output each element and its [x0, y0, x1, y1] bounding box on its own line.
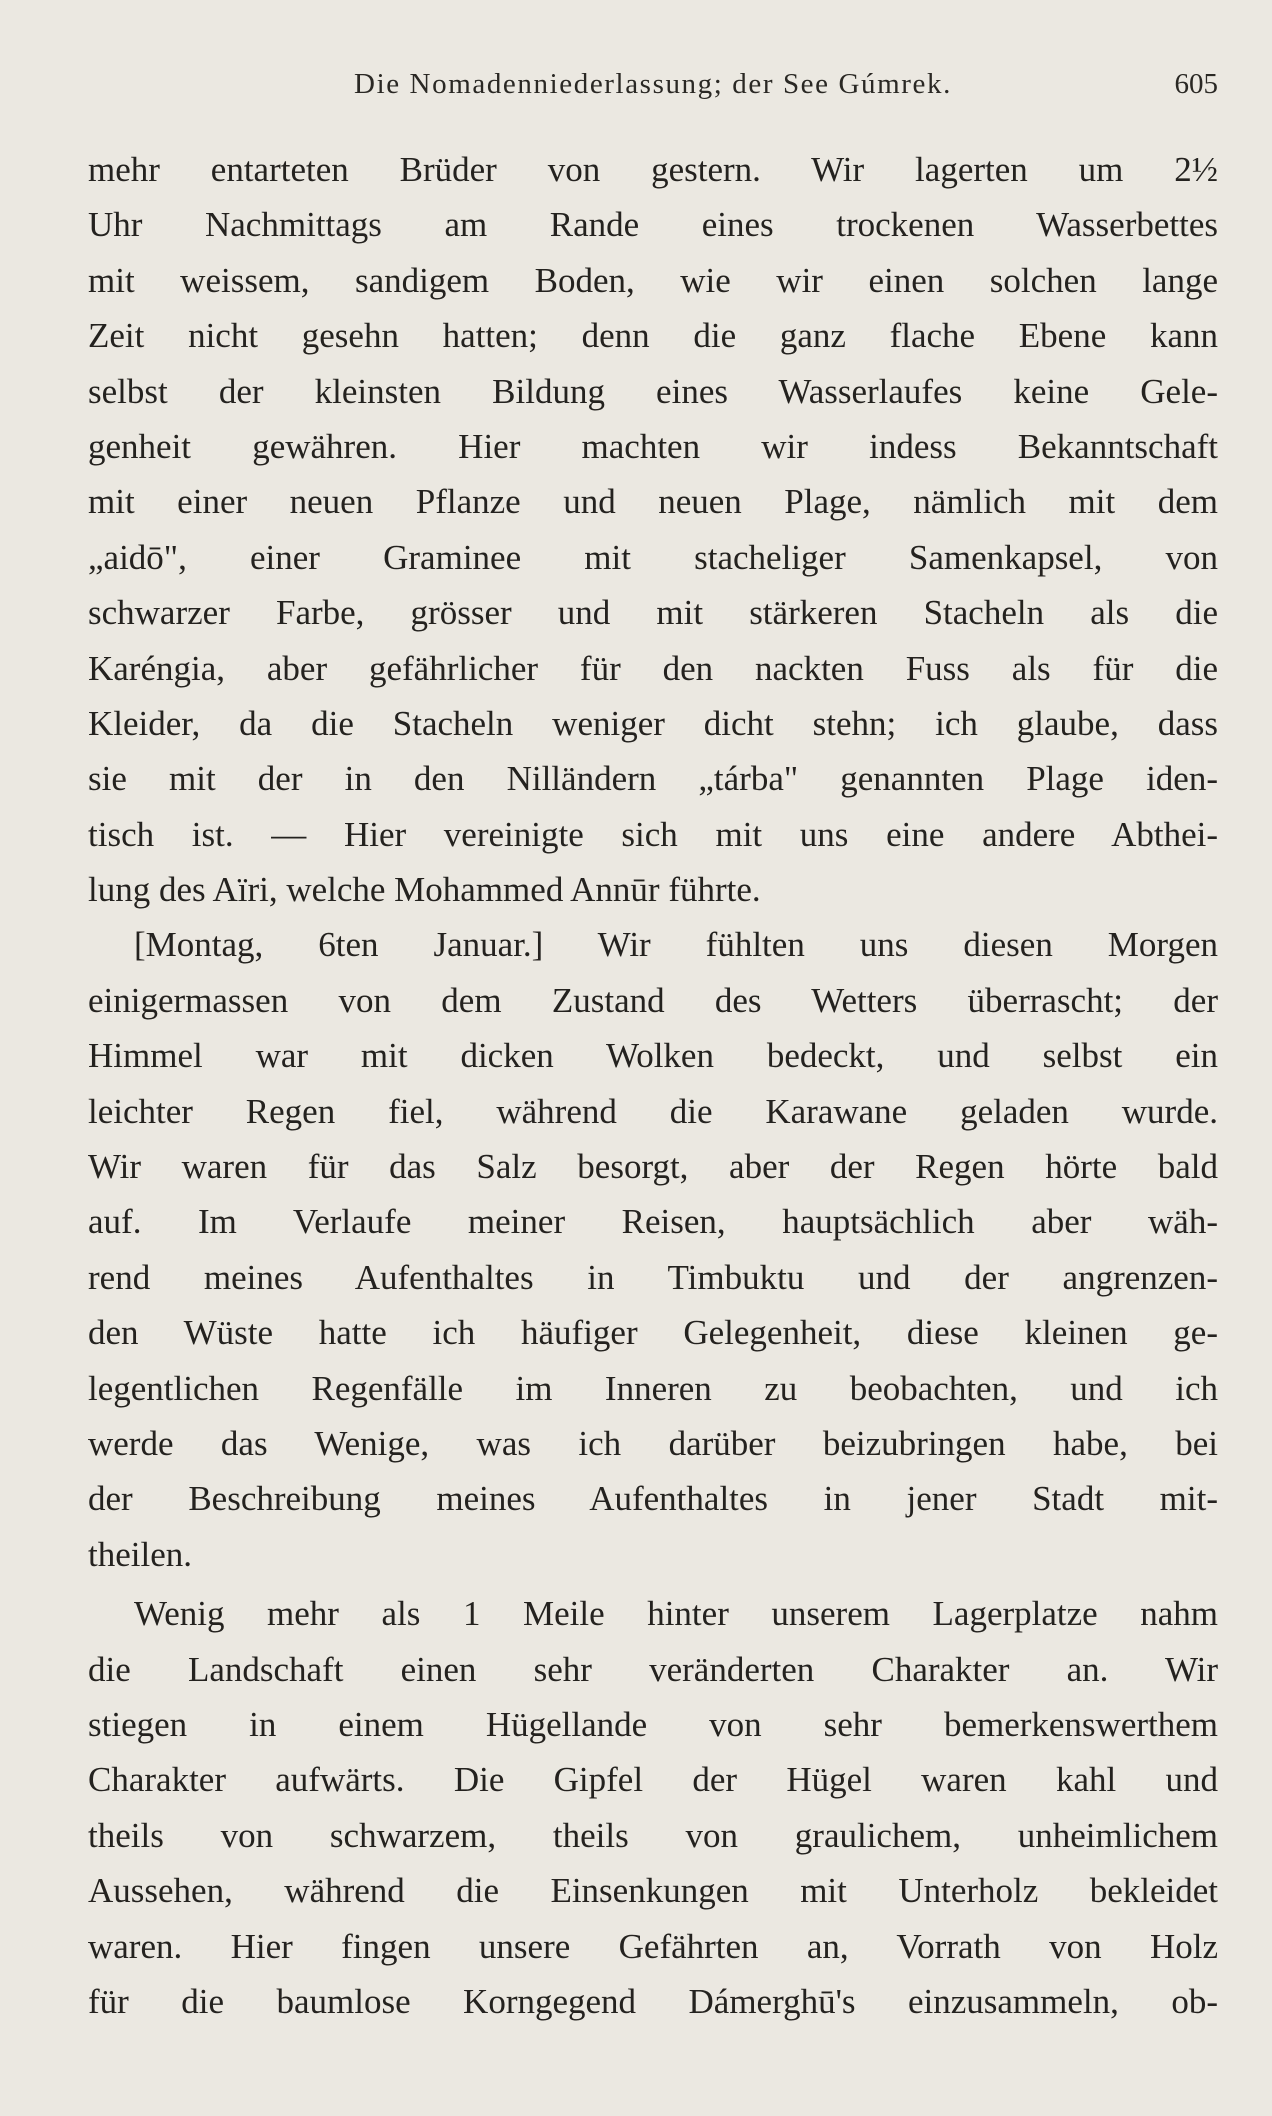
text-line: Wenig mehr als 1 Meile hinter unserem Lagerplatze nahm: [134, 1594, 1218, 1634]
text-line: mit einer neuen Pflanze und neuen Plage, nämlich mit dem: [88, 482, 1218, 522]
text-line: einigermassen von dem Zustand des Wetters überrascht; der: [88, 980, 1218, 1020]
text-line: für die baumlose Korngegend Dámerghū's einzusammeln, ob-: [88, 1981, 1218, 2021]
text-line: auf. Im Verlaufe meiner Reisen, hauptsächlich aber wäh-: [88, 1202, 1218, 1242]
text-line: leichter Regen fiel, während die Karawane geladen wurde.: [88, 1091, 1218, 1131]
text-line: Karéngia, aber gefährlicher für den nackten Fuss als für die: [88, 648, 1218, 688]
paragraph-3: [88, 1586, 1218, 2029]
text-line: lung des Aïri, welche Mohammed Annūr führte.: [88, 870, 761, 910]
text-line: Charakter aufwärts. Die Gipfel der Hügel waren kahl und: [88, 1760, 1218, 1800]
text-line: [Montag, 6ten Januar.] Wir fühlten uns diesen Morgen: [134, 925, 1218, 965]
text-line: theilen.: [88, 1534, 192, 1574]
text-line: genheit gewähren. Hier machten wir indess Bekanntschaft: [88, 426, 1218, 466]
text-line: theils von schwarzem, theils von graulichem, unheimlichem: [88, 1815, 1218, 1855]
text-line: die Landschaft einen sehr veränderten Charakter an. Wir: [88, 1649, 1218, 1689]
text-line: der Beschreibung meines Aufenthaltes in jener Stadt mit-: [88, 1479, 1218, 1519]
text-line: sie mit der in den Nilländern „tárba" genannten Plage iden-: [88, 759, 1218, 799]
text-line: „aidō", einer Graminee mit stacheliger Samenkapsel, von: [88, 537, 1218, 577]
text-line: rend meines Aufenthaltes in Timbuktu und der angrenzen-: [88, 1257, 1218, 1297]
text-line: Zeit nicht gesehn hatten; denn die ganz flache Ebene kann: [88, 316, 1218, 356]
text-line: werde das Wenige, was ich darüber beizubringen habe, bei: [88, 1423, 1218, 1463]
text-line: Himmel war mit dicken Wolken bedeckt, und selbst ein: [88, 1036, 1218, 1076]
page-body: [88, 142, 1218, 2029]
text-line: waren. Hier fingen unsere Gefährten an, Vorrath von Holz: [88, 1926, 1218, 1966]
text-line: Aussehen, während die Einsenkungen mit Unterholz bekleidet: [88, 1871, 1218, 1911]
text-line: legentlichen Regenfälle im Inneren zu beobachten, und ich: [88, 1368, 1218, 1408]
text-line: Kleider, da die Stacheln weniger dicht stehn; ich glaube, dass: [88, 703, 1218, 743]
text-line: Uhr Nachmittags am Rande eines trockenen Wasserbettes: [88, 205, 1218, 245]
text-line: den Wüste hatte ich häufiger Gelegenheit, diese kleinen ge-: [88, 1313, 1218, 1353]
running-title: Die Nomadenniederlassung; der See Gúmrek.: [354, 68, 952, 100]
page-number: 605: [1174, 68, 1218, 100]
text-line: mehr entarteten Brüder von gestern. Wir lagerten um 2½: [88, 150, 1218, 189]
text-line: schwarzer Farbe, grösser und mit stärkeren Stacheln als die: [88, 593, 1218, 633]
text-line: selbst der kleinsten Bildung eines Wasserlaufes keine Gele-: [88, 371, 1218, 411]
text-line: mit weissem, sandigem Boden, wie wir einen solchen lange: [88, 260, 1218, 300]
text-line: Wir waren für das Salz besorgt, aber der Regen hörte bald: [88, 1147, 1218, 1187]
page-header: [88, 68, 1218, 108]
paragraph-2: [88, 917, 1218, 1582]
paragraph-1: [88, 142, 1218, 917]
text-line: stiegen in einem Hügellande von sehr bemerkenswerthem: [88, 1704, 1218, 1744]
text-line: tisch ist. — Hier vereinigte sich mit uns eine andere Abthei-: [88, 814, 1218, 854]
